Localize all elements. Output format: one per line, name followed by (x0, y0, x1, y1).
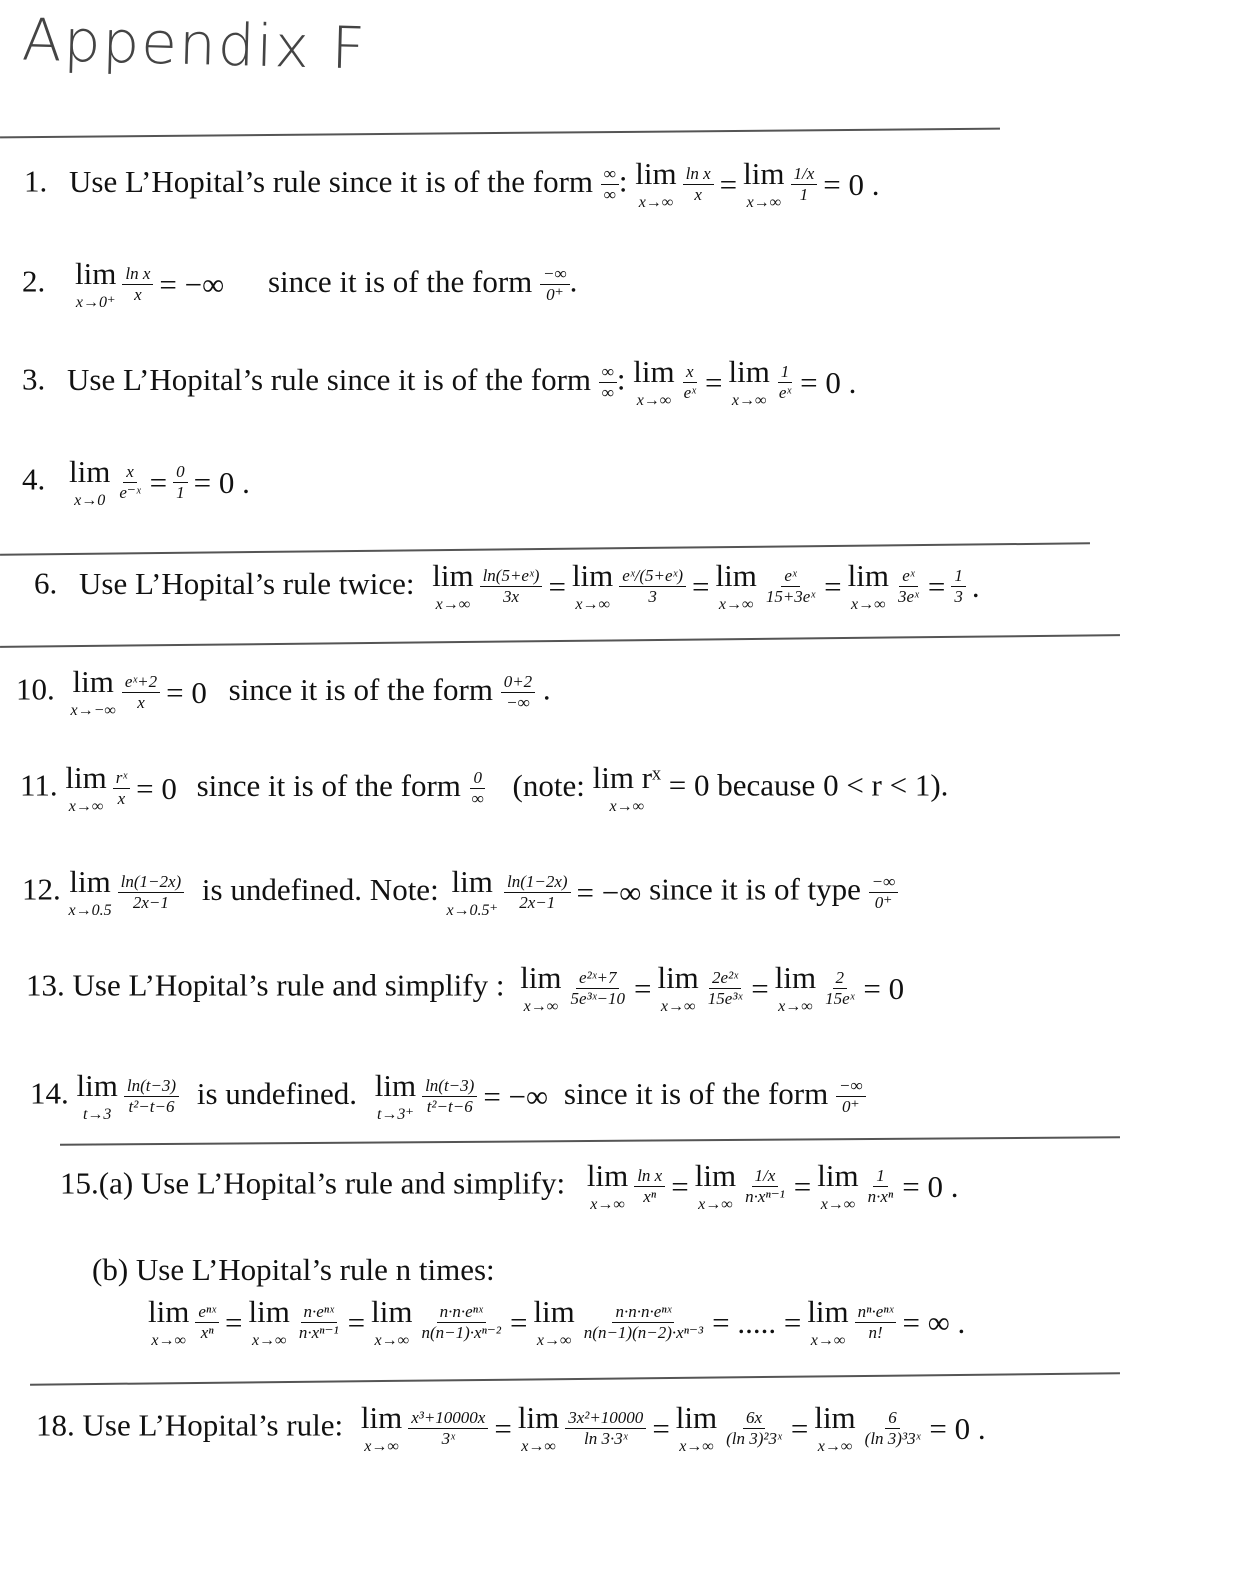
note-text: (note: (512, 767, 585, 803)
problem-15b-label: (b) Use L’Hopital’s rule n times: (92, 1252, 495, 1287)
problem-number: 3. (22, 361, 46, 397)
form-fraction: $\frac{\infty}{\infty}$ (601, 165, 619, 204)
limit-expression: lim x→∞ $\frac{\text{ln x}}{\text{xⁿ}}$ = lim x→∞ $\frac{1/x}{\text{n·xⁿ⁻¹}}$ = lim x→∞ $\frac{1}{\text{n·xⁿ}}$ = 0 . (586, 1158, 959, 1213)
problem-2: 2. lim x→0⁺ $\frac{\text{ln x}}{x}$ = −∞ since it is of the form $\frac{-\infty}{0^+}$ . (22, 256, 578, 311)
limit-expression: lim x→∞ $\frac{\text{ln(5+eˣ)}}{3x}$ = lim x→∞ $\frac{\text{eˣ/(5+eˣ)}}{3}$ = lim x→∞ $\frac{\text{eˣ}}{\text{15+3eˣ}}$ = lim x→∞ $\frac{\text{eˣ}}{\text{3eˣ}}$ = $\frac{1}{3}$ . (432, 558, 980, 613)
form-fraction: $\frac{0+2}{-\infty}$ (501, 673, 535, 712)
form-fraction: $\frac{-\infty}{0^+}$ (836, 1077, 866, 1116)
form-fraction: $\frac{\infty}{\infty}$ (599, 363, 617, 402)
divider (0, 128, 1000, 139)
problem-number: 12. (22, 871, 61, 907)
form-fraction: $\frac{0}{\infty}$ (471, 768, 484, 808)
limit-expression: lim x→0.5⁺ $\frac{\ln(1-2x)}{2x-1}$ = −∞ (446, 864, 642, 919)
divider (60, 1136, 1120, 1145)
problem-text: since it is of the form (228, 671, 493, 707)
divider (30, 1372, 1120, 1385)
limit-expression: lim x→∞ $\frac{\text{rˣ}}{x}$ = 0 (65, 760, 177, 815)
limit-expression: lim t→3⁺ $\frac{\ln(t-3)}{\text{t²−t−6}}$ = −∞ (374, 1068, 549, 1123)
page-title: Appendix F (21, 5, 368, 83)
problem-11: 11. lim x→∞ $\frac{\text{rˣ}}{x}$ = 0 since it is of the form $\frac{0}{\infty}$ (note: lim rˣ x→∞ = 0 because 0 < r < 1). (20, 760, 949, 815)
limit-expression: lim x→0 $\frac{x}{\text{e⁻ˣ}}$ = $\frac{0}{1}$ = 0 . (69, 454, 250, 509)
problem-number: 13. (26, 967, 65, 1003)
problem-text: is undefined. Note: (201, 871, 439, 907)
limit-expression: lim x→−∞ $\frac{\text{eˣ+2}}{x}$ = 0 (70, 664, 207, 719)
problem-text: Use L’Hopital’s rule and simplify: (140, 1165, 566, 1201)
problem-1: 1. Use L’Hopital’s rule since it is of the form $\frac{\infty}{\infty}$ : lim x→∞ $\frac{\text{ln x}}{x}$ = lim x→∞ $\frac{1/x}{1}$ = 0 . (24, 156, 880, 211)
problem-text: Use L’Hopital’s rule twice: (79, 565, 415, 601)
problem-text: since it is of type (649, 871, 861, 907)
problem-6 (34, 560, 980, 613)
problem-13 (26, 962, 904, 1015)
limit-expression: lim x→0⁺ $\frac{\text{ln x}}{x}$ = −∞ (75, 256, 225, 311)
problem-18 (36, 1402, 986, 1455)
problem-text: since it is of the form (563, 1075, 829, 1111)
problem-12 (22, 866, 898, 919)
problem-14 (30, 1070, 866, 1123)
form-fraction: $\frac{-\infty}{0^+}$ (540, 265, 570, 304)
problem-text: since it is of the form (267, 263, 533, 299)
problem-text: Use L’Hopital’s rule since it is of the form (67, 361, 592, 397)
limit-expression: lim x→∞ $\frac{x}{\text{eˣ}}$ = lim x→∞ $\frac{1}{\text{eˣ}}$ = 0 . (633, 354, 857, 409)
problem-number: 6. (34, 565, 58, 601)
problem-15a (60, 1160, 959, 1213)
form-fraction: $\frac{-\infty}{0^+}$ (869, 873, 899, 912)
problem-10: 10. lim x→−∞ $\frac{\text{eˣ+2}}{x}$ = 0 since it is of the form $\frac{0+2}{-\infty}$ . (16, 664, 551, 719)
problem-number: 2. (22, 263, 46, 299)
problem-4 (22, 456, 250, 509)
divider (0, 542, 1090, 555)
limit-expression: lim x→∞ $\frac{\text{eⁿˣ}}{\text{xⁿ}}$ = lim x→∞ $\frac{\text{n·eⁿˣ}}{\text{n·xⁿ⁻¹}}$ = lim x→∞ $\frac{\text{n·n·eⁿˣ}}{\text{n(n−1)·xⁿ⁻²}}$ = lim x→∞ $\frac{\text{n·n·n·eⁿˣ}}{\text{n(n−1)(n−2)·xⁿ⁻³}}$ = ..... = lim x→∞ $\frac{\text{nⁿ·eⁿˣ}}{n!}$ = ∞ . (148, 1294, 966, 1349)
limit-expression: lim x→0.5 $\frac{\ln(1-2x)}{2x-1}$ (69, 866, 185, 919)
limit-expression: lim x→∞ $\frac{\text{e²ˣ+7}}{\text{5e³ˣ−10}}$ = lim x→∞ $\frac{\text{2e²ˣ}}{\text{15e³ˣ}}$ = lim x→∞ $\frac{2}{\text{15eˣ}}$ = 0 (520, 960, 905, 1015)
limit-expression: lim x→∞ $\frac{\text{ln x}}{x}$ = lim x→∞ $\frac{1/x}{1}$ = 0 . (635, 156, 880, 211)
problem-3: 3. Use L’Hopital’s rule since it is of the form $\frac{\infty}{\infty}$ : lim x→∞ $\frac{x}{\text{eˣ}}$ = lim x→∞ $\frac{1}{\text{eˣ}}$ = 0 . (22, 354, 857, 409)
problem-number: 1. (24, 163, 48, 199)
problem-text: Use L’Hopital’s rule and simplify : (72, 967, 505, 1003)
problem-number: 11. (20, 767, 58, 803)
problem-number: 18. (36, 1407, 75, 1443)
limit-expression: lim x→∞ $\frac{\text{x³+10000x}}{\text{3ˣ}}$ = lim x→∞ $\frac{\text{3x²+10000}}{\text{ln 3·3ˣ}}$ = lim x→∞ $\frac{6x}{\text{(ln 3)²3ˣ}}$ = lim x→∞ $\frac{6}{\text{(ln 3)³3ˣ}}$ = 0 . (360, 1400, 986, 1455)
problem-text: Use L’Hopital’s rule since it is of the form (69, 163, 594, 199)
divider (0, 634, 1120, 648)
problem-number: 4. (22, 461, 46, 497)
problem-number: 10. (16, 671, 55, 707)
note-text: = 0 because 0 < r < 1). (668, 767, 949, 803)
problem-15b (148, 1296, 965, 1349)
problem-text: Use L’Hopital’s rule: (82, 1407, 344, 1443)
problem-number: 14. (30, 1075, 69, 1111)
problem-text: since it is of the form (196, 767, 461, 803)
problem-text: is undefined. (196, 1075, 357, 1111)
limit-expression: lim t→3 $\frac{\ln(t-3)}{\text{t²−t−6}}$ (77, 1070, 180, 1123)
problem-number: 15.(a) (60, 1165, 134, 1201)
